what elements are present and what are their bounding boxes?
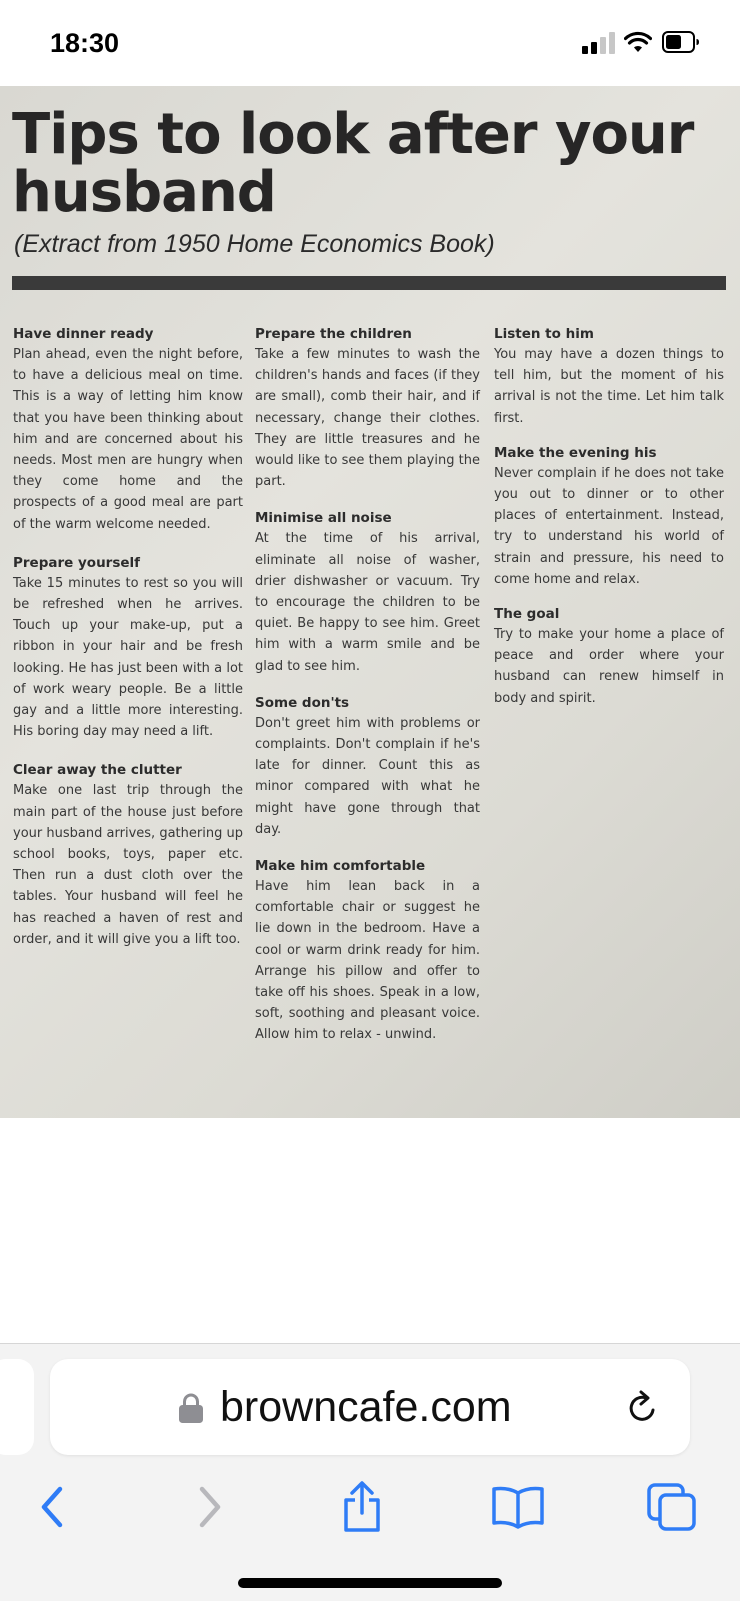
wifi-icon: [624, 30, 652, 54]
title-divider: [12, 276, 726, 290]
section-heading: Prepare yourself: [13, 554, 141, 571]
browser-bottom-bar: [0, 1343, 740, 1601]
back-button[interactable]: [22, 1477, 82, 1537]
previous-tab-card[interactable]: [0, 1359, 34, 1455]
cellular-signal-icon: [582, 32, 616, 54]
chevron-left-icon: [35, 1485, 69, 1529]
bookmarks-button[interactable]: [488, 1477, 548, 1537]
section-body: Take 15 minutes to rest so you will be refreshed when he arrives. Touch up your make-up, put a ribbon in your hair and be fresh looking. He has just been with a lot of work weary people. Be a little gay and a little more interesting. His boring day may need a lift.: [13, 575, 243, 740]
section-heading: Make him comfortable: [255, 858, 426, 875]
reload-icon[interactable]: [626, 1389, 660, 1425]
chevron-right-icon: [193, 1485, 227, 1529]
section-listen-to-him: [494, 324, 724, 429]
section-heading: Prepare the children: [255, 326, 412, 342]
section-body: Have him lean back in a comfortable chair or suggest he lie down in the bedroom. Have a cool or warm drink ready for him. Arrange his pillow and offer to take off his shoes. Speak in a low, soft, soothing and pleasant voice. Allow him to relax - unwind.: [255, 879, 480, 1043]
url-text: browncafe.com: [220, 1383, 512, 1431]
section-the-goal: [494, 604, 724, 709]
section-heading: Clear away the clutter: [13, 762, 182, 779]
section-have-dinner-ready: [13, 324, 243, 535]
article-column-3: [494, 324, 724, 709]
lock-icon: [178, 1392, 204, 1424]
battery-icon: [662, 31, 700, 53]
section-body: You may have a dozen things to tell him, but the moment of his arrival is not the time. Let him talk first.: [494, 347, 724, 426]
status-bar: [0, 0, 740, 86]
browser-toolbar: [0, 1477, 740, 1537]
status-time: 18:30: [50, 28, 120, 58]
tabs-icon: [646, 1482, 698, 1532]
section-heading: Make the evening his: [494, 444, 657, 461]
article-column-2: [255, 324, 480, 1046]
section-heading: The goal: [494, 606, 560, 623]
article-column-1: [13, 324, 243, 950]
section-heading: Listen to him: [494, 326, 594, 342]
section-some-donts: [255, 693, 480, 840]
tabs-button[interactable]: [642, 1477, 702, 1537]
section-prepare-yourself: [13, 553, 243, 743]
section-body: Make one last trip through the main part of the house just before your husband arrives, gathering up school books, toys, paper etc. Then run a dust cloth over the tables. Your husband will feel he has reached a haven of rest and order, and it will give you a lift too.: [13, 783, 243, 947]
share-button[interactable]: [332, 1477, 392, 1537]
section-heading: Some don'ts: [255, 694, 350, 711]
section-body: Never complain if he does not take you out to dinner or to other places of entertainment. Instead, try to understand his world of strain and pressure, his need to come home and relax.: [494, 465, 724, 587]
article-image: [0, 86, 740, 1118]
section-body: Take a few minutes to wash the children's hands and faces (if they are small), comb their hair, and if necessary, change their clothes. They are little treasures and he would like to see them playing the part.: [255, 347, 480, 490]
section-body: Try to make your home a place of peace and order where your husband can renew himself in body and spirit.: [494, 627, 724, 706]
section-make-him-comfortable: [255, 856, 480, 1046]
book-icon: [490, 1485, 546, 1529]
section-body: At the time of his arrival, eliminate all noise of washer, drier dishwasher or vacuum. Try to encourage the children to be quiet. Be happy to see him. Greet him with a warm smile and be glad to see him.: [255, 531, 480, 674]
section-prepare-the-children: [255, 324, 480, 492]
forward-button[interactable]: [180, 1477, 240, 1537]
section-body: Don't greet him with problems or complaints. Don't complain if he's late for dinner. Count this as minor compared with what he might have gone through that day.: [255, 715, 480, 837]
share-icon: [339, 1480, 385, 1534]
home-indicator[interactable]: [238, 1578, 502, 1588]
section-heading: Have dinner ready: [13, 326, 154, 342]
section-clear-away-the-clutter: [13, 760, 243, 950]
section-minimise-all-noise: [255, 508, 480, 676]
section-heading: Minimise all noise: [255, 510, 392, 527]
address-bar[interactable]: [50, 1359, 690, 1455]
article-title: Tips to look after your husband: [12, 102, 694, 225]
section-body: Plan ahead, even the night before, to have a delicious meal on time. This is a way of letting him know that you have been thinking about him and are concerned about his needs. Most men are hungry when they come home and the prospects of a good meal are part of the warm welcome needed.: [13, 347, 243, 532]
section-make-the-evening-his: [494, 443, 724, 590]
article-subtitle: (Extract from 1950 Home Economics Book): [14, 230, 495, 258]
